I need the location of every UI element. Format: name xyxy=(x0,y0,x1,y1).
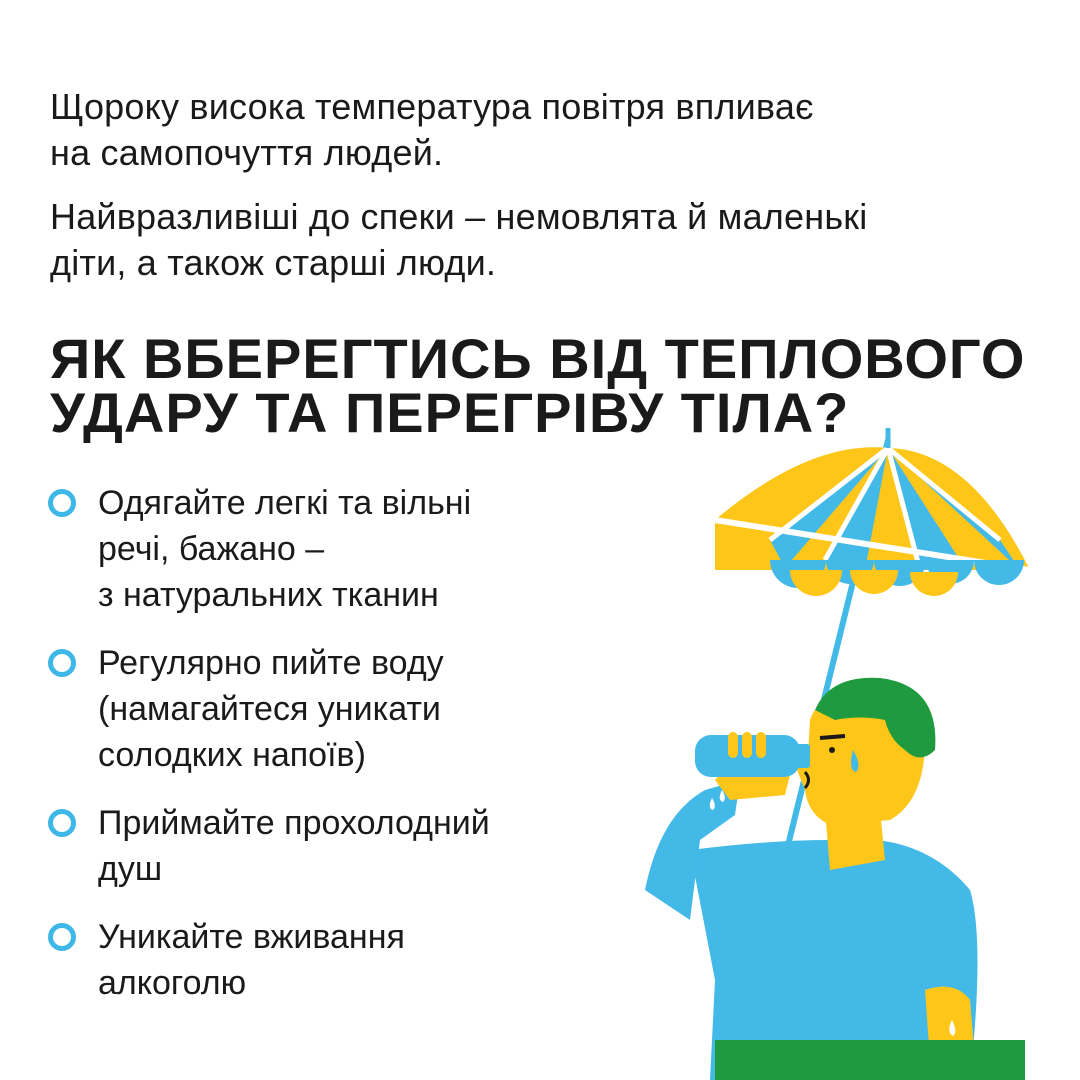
umbrella-icon xyxy=(715,428,1030,596)
list-item xyxy=(48,800,608,892)
circle-bullet-icon xyxy=(48,809,76,837)
intro-line: Щороку висока температура повітря впливає xyxy=(50,86,814,127)
tip-text xyxy=(98,800,490,892)
intro-paragraph-1 xyxy=(50,84,1010,176)
man-drinking-water-illustration xyxy=(620,420,1080,1080)
tip-line: Приймайте прохолодний xyxy=(98,804,490,842)
circle-bullet-icon xyxy=(48,649,76,677)
tip-line: Уникайте вживання xyxy=(98,918,405,956)
tip-text xyxy=(98,914,405,1006)
list-item xyxy=(48,914,608,1006)
intro-paragraph-2 xyxy=(50,194,1010,286)
tip-line: Регулярно пийте воду xyxy=(98,644,444,682)
tips-list xyxy=(48,480,608,1028)
tip-text xyxy=(98,480,471,618)
list-item xyxy=(48,480,608,618)
tip-line: солодких напоїв) xyxy=(98,736,366,774)
intro-line: Найвразливіші до спеки – немовлята й маленькі xyxy=(50,196,868,237)
circle-bullet-icon xyxy=(48,489,76,517)
tip-line: з натуральних тканин xyxy=(98,576,439,614)
tip-line: (намагайтеся уникати xyxy=(98,690,441,728)
intro-line: діти, а також старші люди. xyxy=(50,242,497,283)
list-item xyxy=(48,640,608,778)
tip-text xyxy=(98,640,444,778)
hedge xyxy=(715,1040,1025,1080)
circle-bullet-icon xyxy=(48,923,76,951)
tip-line: речі, бажано – xyxy=(98,530,325,568)
title-line: УДАРУ ТА ПЕРЕГРІВУ ТІЛА? xyxy=(50,381,850,444)
tip-line: алкоголю xyxy=(98,964,247,1002)
tip-line: Одягайте легкі та вільні xyxy=(98,484,472,522)
tip-line: душ xyxy=(98,850,163,888)
intro-text xyxy=(50,84,1010,304)
intro-line: на самопочуття людей. xyxy=(50,132,444,173)
title-line: ЯК ВБЕРЕГТИСЬ ВІД ТЕПЛОВОГО xyxy=(50,327,1026,390)
